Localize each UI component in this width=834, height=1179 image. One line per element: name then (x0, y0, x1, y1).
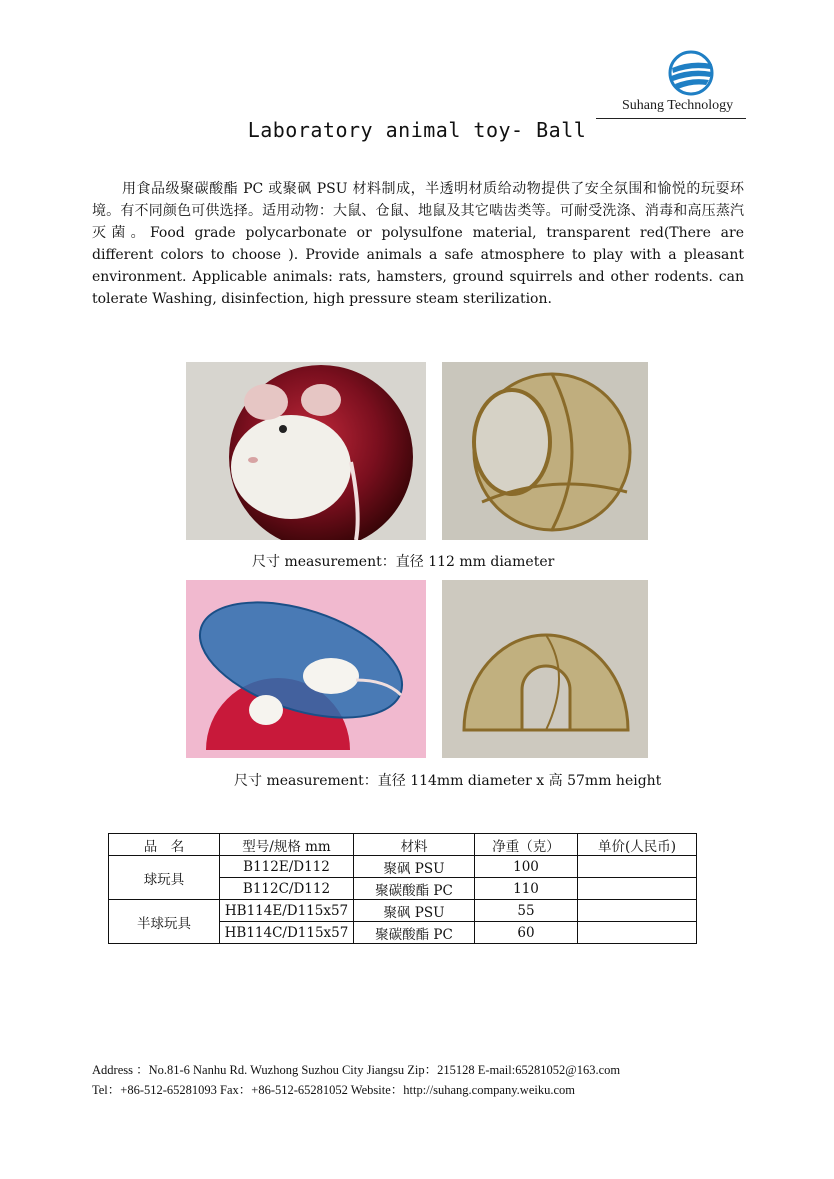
material-cell: 聚砜 PSU (354, 900, 475, 922)
footer-address: Address ：No.81-6 Nanhu Rd. Wuzhong Suzhou City Jiangsu Zip：215128 E-mail:65281052@163.com (92, 1063, 621, 1077)
weight-cell: 55 (475, 900, 578, 922)
group-name: 球玩具 (109, 856, 220, 900)
table-row (109, 900, 697, 922)
header-weight: 净重（克） (475, 834, 578, 856)
weight-cell: 110 (475, 878, 578, 900)
price-cell (578, 878, 697, 900)
intro-text: 用食品级聚碳酸酯 PC 或聚砜 PSU 材料制成，半透明材质给动物提供了安全氛围和愉悦的玩耍环境。有不同颜色可供选择。适用动物：大鼠、仓鼠、地鼠及其它啮齿类等。可耐受洗涤、消毒和高压蒸汽灭菌。Food grade polycarbonate or polysulfone material, transparent red(There are different colors to choose ). Provide animals a safe atmosphere to play with a pleasant environment. Applicable animals: rats, hamsters, ground squirrels and other rodents. can tolerate Washing, disinfection, high pressure steam sterilization. (92, 181, 744, 307)
spec-table (108, 833, 697, 944)
weight-cell: 60 (475, 922, 578, 944)
company-name: Suhang Technology (622, 98, 734, 113)
photo-amber-ball (442, 362, 648, 540)
photo-rats-wheel (186, 580, 426, 758)
price-cell (578, 856, 697, 878)
model-cell: B112C/D112 (220, 878, 354, 900)
material-cell: 聚碳酸酯 PC (354, 878, 475, 900)
model-cell: HB114C/D115x57 (220, 922, 354, 944)
header-material: 材料 (354, 834, 475, 856)
price-cell (578, 922, 697, 944)
page-title: Laboratory animal toy- Ball (247, 118, 587, 142)
caption-ball: 尺寸 measurement：直径 112 mm diameter (252, 554, 555, 570)
material-cell: 聚砜 PSU (354, 856, 475, 878)
footer-contact: Tel：+86-512-65281093 Fax：+86-512-65281052 Website：http://suhang.company.weiku.com (92, 1083, 575, 1097)
table-row (109, 856, 697, 878)
header-product-name: 品 名 (109, 834, 220, 856)
price-cell (578, 900, 697, 922)
header-model: 型号/规格 mm (220, 834, 354, 856)
weight-cell: 100 (475, 856, 578, 878)
caption-half-ball: 尺寸 measurement：直径 114mm diameter x 高 57mm height (234, 773, 662, 789)
group-name: 半球玩具 (109, 900, 220, 944)
intro-paragraph (92, 178, 744, 310)
header-price: 单价(人民币) (578, 834, 697, 856)
photo-amber-half-ball (442, 580, 648, 758)
material-cell: 聚碳酸酯 PC (354, 922, 475, 944)
photo-rat-in-red-ball (186, 362, 426, 540)
table-header-row (109, 834, 697, 856)
model-cell: HB114E/D115x57 (220, 900, 354, 922)
model-cell: B112E/D112 (220, 856, 354, 878)
company-logo (666, 48, 716, 98)
